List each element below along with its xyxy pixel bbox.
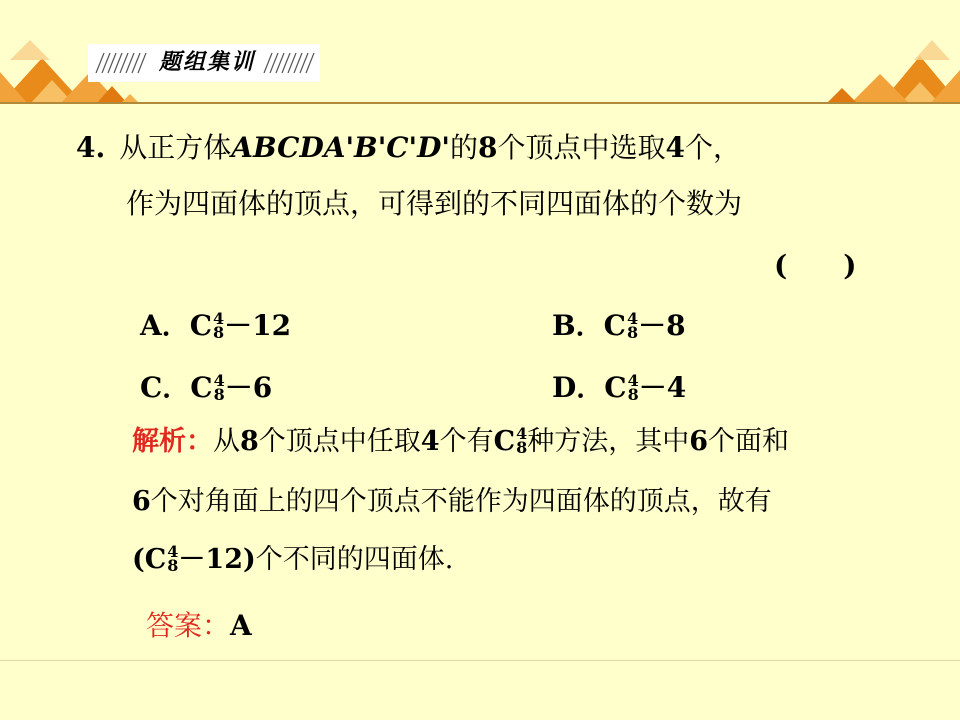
question-line-2: 作为四面体的顶点，可得到的不同四面体的个数为 bbox=[126, 187, 743, 220]
header-rule bbox=[0, 102, 960, 104]
option-b: B．C 4 8 －8 bbox=[552, 308, 686, 342]
footer-rule bbox=[0, 660, 960, 661]
section-header bbox=[88, 44, 320, 82]
answer-line bbox=[146, 606, 252, 646]
header-title: 题组集训 bbox=[152, 48, 262, 78]
option-a: A．C 4 8 －12 bbox=[140, 308, 292, 342]
question-number: 4 bbox=[76, 131, 96, 164]
answer-label: 答案： bbox=[146, 609, 231, 642]
answer-value: A bbox=[230, 609, 252, 642]
analysis-label: 解析： bbox=[132, 426, 213, 457]
analysis-line-2: 6个对角面上的四个顶点不能作为四面体的顶点，故有 bbox=[132, 486, 772, 517]
option-d: D．C 4 8 －4 bbox=[552, 370, 687, 404]
analysis-line-3: (C 4 8 －12)个不同的四面体. bbox=[132, 541, 454, 575]
answer-blank: ( ) bbox=[774, 249, 857, 282]
option-c: C．C 4 8 －6 bbox=[140, 370, 273, 404]
question-line-1: 4. 从正方体ABCDA'B'C'D'的8个顶点中选取4个， bbox=[76, 131, 741, 164]
analysis-line-1: 解析：从8个顶点中任取4个有C 4 8 种方法，其中6个面和 bbox=[132, 423, 790, 457]
